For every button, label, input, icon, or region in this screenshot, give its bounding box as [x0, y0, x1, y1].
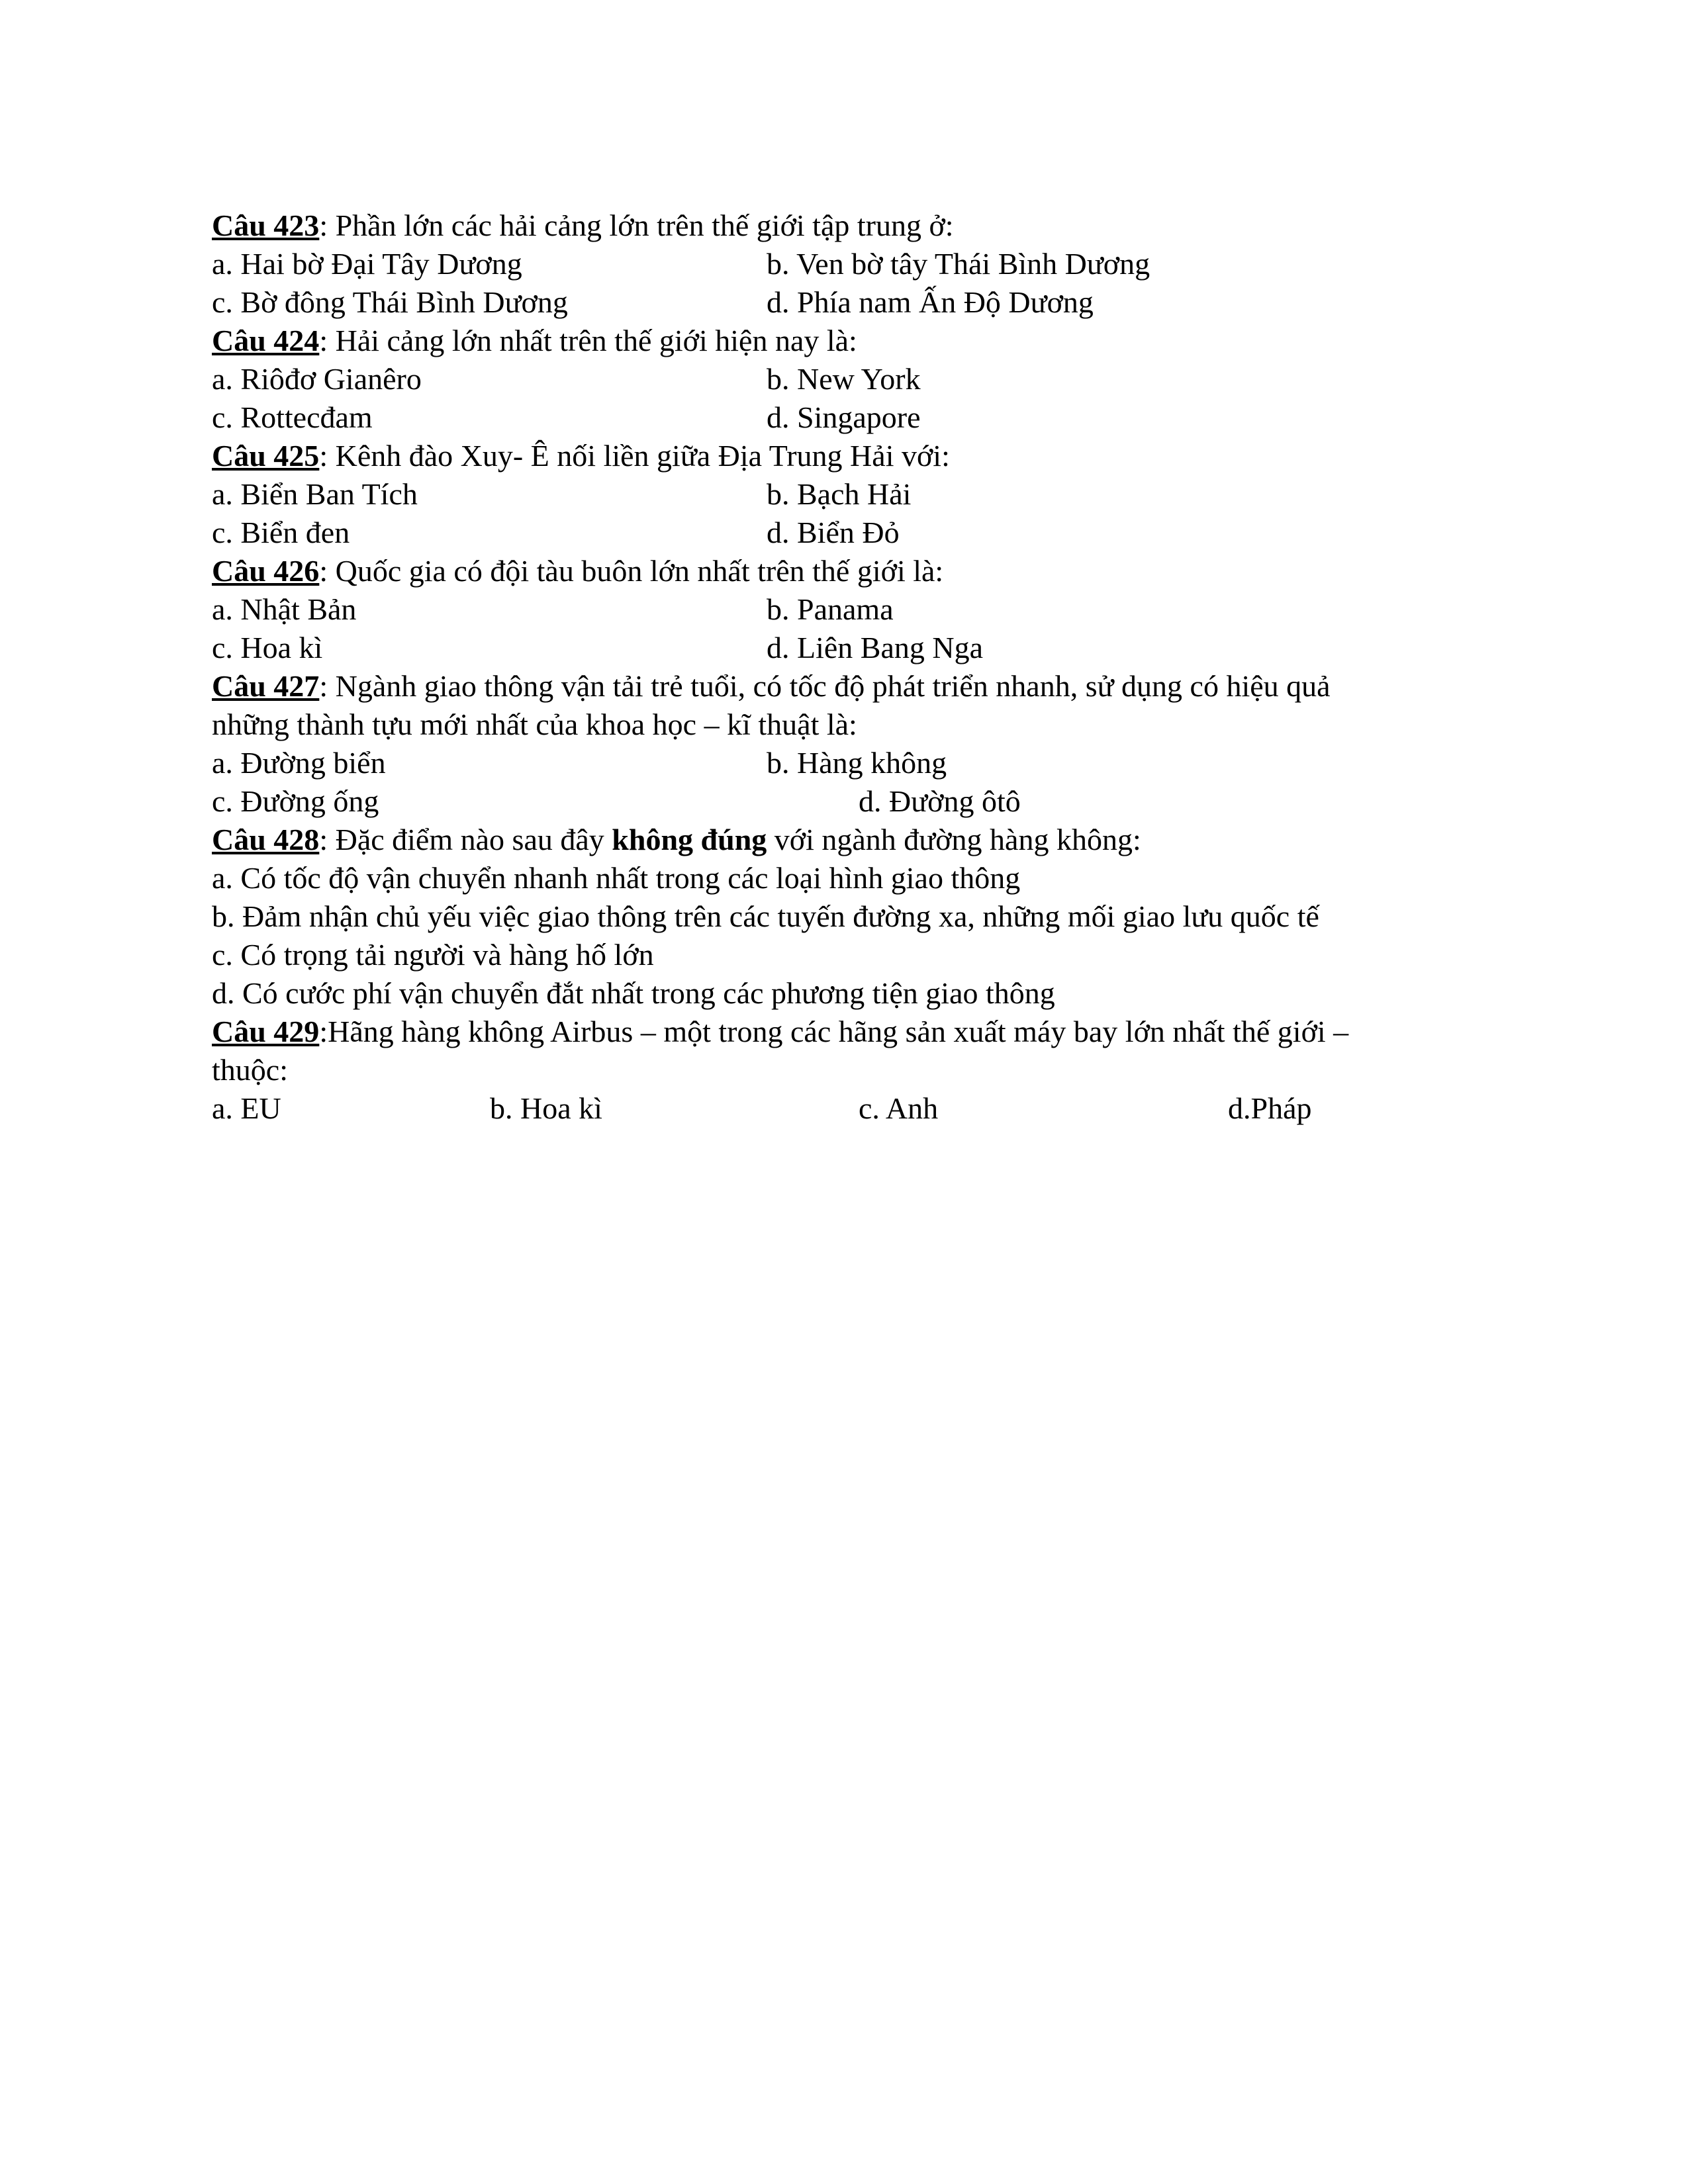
- option-b: b. Hoa kì: [490, 1091, 602, 1125]
- option-a: a. Có tốc độ vận chuyển nhanh nhất trong các loại hình giao thông: [212, 861, 1021, 895]
- option-b: b. Bạch Hải: [767, 477, 912, 511]
- question-label: Câu 429: [212, 1015, 320, 1048]
- option-b: b. Hàng không: [767, 746, 947, 780]
- options-row: [0, 590, 1688, 629]
- option-c: c. Đường ống: [212, 784, 379, 818]
- options-row: [0, 744, 1688, 782]
- question-text: :Hãng hàng không Airbus – một trong các hãng sản xuất máy bay lớn nhất thế giới –: [319, 1015, 1349, 1048]
- question-text-line2: những thành tựu mới nhất của khoa học – kĩ thuật là:: [212, 707, 857, 741]
- question-text: : Ngành giao thông vận tải trẻ tuổi, có tốc độ phát triển nhanh, sử dụng có hiệu quả: [319, 669, 1331, 703]
- option-c: c. Có trọng tải người và hàng hố lớn: [212, 938, 654, 972]
- question-426: [212, 552, 943, 590]
- options-row: [0, 283, 1688, 322]
- option-c: c. Rottecđam: [212, 400, 373, 434]
- option-a: a. Riôđơ Gianêro: [212, 362, 422, 396]
- option-d: d. Phía nam Ấn Độ Dương: [767, 285, 1094, 319]
- option-b: b. Ven bờ tây Thái Bình Dương: [767, 247, 1150, 281]
- question-text: : Hải cảng lớn nhất trên thế giới hiện nay là:: [319, 324, 857, 357]
- question-text: : Phần lớn các hải cảng lớn trên thế giới tập trung ở:: [319, 208, 954, 242]
- question-text: : Đặc điểm nào sau đây: [319, 823, 612, 856]
- question-428: [212, 821, 1141, 859]
- option-d: d. Liên Bang Nga: [767, 631, 984, 664]
- question-label: Câu 427: [212, 669, 320, 703]
- option-d: d. Biển Đỏ: [767, 516, 900, 549]
- question-427: [212, 667, 1331, 705]
- options-row: [0, 514, 1688, 552]
- question-429: [212, 1013, 1348, 1051]
- option-a: a. Biển Ban Tích: [212, 477, 418, 511]
- option-d: d.Pháp: [1228, 1091, 1312, 1125]
- question-label: Câu 424: [212, 324, 320, 357]
- question-text-continued: [212, 1051, 288, 1089]
- question-text-end: với ngành đường hàng không:: [767, 823, 1141, 856]
- emphasis-text: không đúng: [612, 823, 767, 856]
- question-label: Câu 423: [212, 208, 320, 242]
- options-row: [0, 1089, 1688, 1128]
- options-row: [0, 245, 1688, 283]
- question-423: [212, 206, 954, 245]
- options-row: [0, 475, 1688, 514]
- option-d: d. Singapore: [767, 400, 921, 434]
- question-424: [212, 322, 857, 360]
- question-label: Câu 426: [212, 554, 320, 588]
- option-b: b. Đảm nhận chủ yếu việc giao thông trên các tuyến đường xa, những mối giao lưu quốc tế: [212, 899, 1319, 933]
- option-c: c. Bờ đông Thái Bình Dương: [212, 285, 568, 319]
- options-row: [0, 782, 1688, 821]
- question-text-continued: [212, 705, 857, 744]
- question-text: : Kênh đào Xuy- Ê nối liền giữa Địa Trung Hải với:: [319, 439, 950, 473]
- options-row: [0, 629, 1688, 667]
- question-425: [212, 437, 950, 475]
- question-label: Câu 428: [212, 823, 320, 856]
- option-a: a. Hai bờ Đại Tây Dương: [212, 247, 522, 281]
- option-c: c. Biển đen: [212, 516, 350, 549]
- option-c: c. Anh: [859, 1091, 939, 1125]
- option-a: a. EU: [212, 1091, 281, 1125]
- question-label: Câu 425: [212, 439, 320, 473]
- option-b: b. New York: [767, 362, 921, 396]
- option-a: a. Nhật Bản: [212, 592, 357, 626]
- option-d: d. Có cước phí vận chuyển đắt nhất trong các phương tiện giao thông: [212, 976, 1055, 1010]
- option-d: d. Đường ôtô: [859, 784, 1021, 818]
- question-text: : Quốc gia có đội tàu buôn lớn nhất trên thế giới là:: [319, 554, 944, 588]
- option-b: b. Panama: [767, 592, 894, 626]
- options-row: [0, 398, 1688, 437]
- option-c: c. Hoa kì: [212, 631, 323, 664]
- question-text-line2: thuộc:: [212, 1053, 288, 1087]
- options-row: [0, 360, 1688, 398]
- option-a: a. Đường biển: [212, 746, 386, 780]
